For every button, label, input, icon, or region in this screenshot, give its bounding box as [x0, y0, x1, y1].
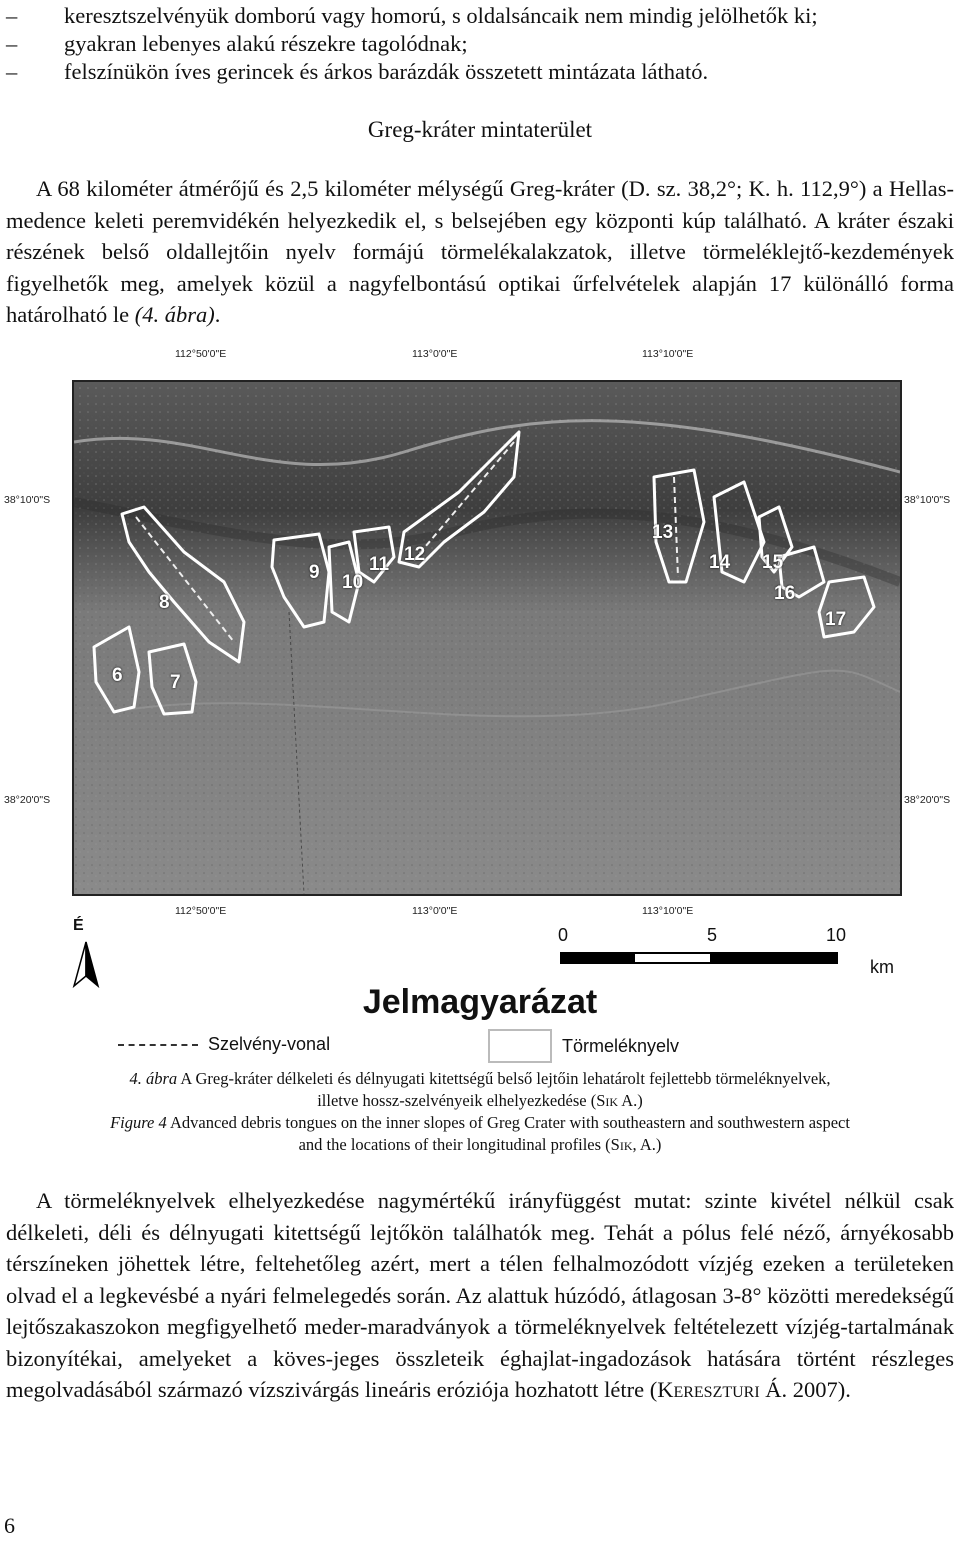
tongue-label-6: 6 [112, 665, 123, 686]
legend-title: Jelmagyarázat [362, 983, 598, 1021]
bullet-item [6, 30, 956, 58]
citation-rest: Á. 2007). [759, 1377, 851, 1402]
bullet-list [6, 2, 956, 86]
coord-bottom-1: 112°50'0"E [175, 905, 227, 917]
tongue-label-8: 8 [159, 592, 170, 613]
bullet-marker: – [6, 3, 18, 28]
bullet-item [6, 2, 956, 30]
coord-bottom-2: 113°0'0"E [412, 905, 458, 917]
caption-hu-line-1 [0, 1068, 960, 1090]
caption-hu-text: A Greg-kráter délkeleti és délnyugati kitettségű belső lejtőin lehatárolt fejlettebb törmeléknyelvek, [180, 1069, 831, 1088]
scale-label-5: 5 [707, 925, 718, 945]
page-number: 6 [4, 1513, 15, 1538]
tongue-label-9: 9 [309, 562, 320, 583]
bullet-text: felszínükön íves gerincek és árkos barázdák összetett mintázata látható. [64, 59, 709, 84]
coord-top-3: 113°10'0"E [642, 348, 694, 360]
figure-caption [0, 1068, 960, 1156]
caption-hu-end: A.) [618, 1091, 643, 1110]
tongue-label-10: 10 [342, 572, 364, 593]
paragraph-2-text: A törmeléknyelvek elhelyezkedése nagymértékű irányfüggést mutat: szinte kivétel nélkül csak délkeleti, déli és délnyugati kitettségű lejtőkön találhatók meg. Tehát a pólus felé néző, árnyékosabb térszíneken jöhettek létre, feltehetőleg azért, mert a télen felhalmozódott vízjég ezeken a területeken olvad el a legkevésbé a nyári felmelegedés során. Az alattuk húzódó, átlagosan 3-8° közötti meredekségű lejtőszakaszokon megfigyelhető meder-maradványok a törmeléknyelvek feltételezett vízjég-tartalmának bizonyítékai, amelyeket a köves-jeges összleteik éghajlat-ingadozások hatására történt részleges megolvadásából származó vízszivárgás lineáris eróziója hozhatott létre ( [6, 1188, 954, 1402]
caption-en-text: Advanced debris tongues on the inner slopes of Greg Crater with southeastern and southwestern aspect [169, 1113, 850, 1132]
coord-left-1: 38°10'0"S [4, 494, 51, 506]
section-title: Greg-kráter mintaterület [367, 117, 593, 142]
north-label: É [73, 917, 84, 934]
scale-unit: km [870, 957, 894, 977]
caption-hu-text: illetve hossz-szelvényeik elhelyezkedése ( [317, 1091, 597, 1110]
caption-hu-label: 4. ábra [129, 1069, 178, 1088]
tongue-label-14: 14 [709, 552, 731, 573]
scale-label-0: 0 [558, 925, 569, 945]
paragraph-1-text: A 68 kilométer átmérőjű és 2,5 kilométer mélységű Greg-kráter (D. sz. 38,2°; K. h. 112,9°) a Hellas-medence keleti peremvidékén helyezkedik el, s belsejében egy központi kúp található. A kráter északi részének belső oldallejtőin nyelv formájú törmelékalakzatok, illetve törmeléklejtő-kezdemények figyelhetők meg, amelyek közül a nagyfelbontású optikai űrfelvételek alapján 17 különálló forma határolható le [6, 176, 954, 327]
scale-bar [540, 925, 920, 985]
scale-bar-graphic [560, 951, 840, 967]
paragraph-2 [6, 1185, 954, 1406]
bullet-item [6, 58, 956, 86]
bullet-marker: – [6, 59, 18, 84]
figure-4 [0, 340, 960, 1065]
scale-label-10: 10 [826, 925, 847, 945]
legend-item-debris-tongue [488, 1029, 679, 1063]
satellite-image [72, 380, 902, 896]
tongue-label-13: 13 [652, 522, 674, 543]
coord-right-1: 38°10'0"S [904, 494, 951, 506]
crater-map-graphic [74, 382, 900, 894]
tongue-label-17: 17 [825, 609, 847, 630]
tongue-label-16: 16 [774, 583, 796, 604]
tongue-label-11: 11 [369, 554, 390, 575]
tongue-label-7: 7 [170, 672, 181, 693]
coord-right-2: 38°20'0"S [904, 794, 951, 806]
caption-author: Sik [610, 1135, 633, 1154]
coord-left-2: 38°20'0"S [4, 794, 51, 806]
tongue-label-12: 12 [404, 544, 426, 565]
citation-author: Kereszturi [657, 1377, 760, 1402]
paragraph-1 [6, 173, 954, 331]
bullet-text: gyakran lebenyes alakú részekre tagolódnak; [64, 31, 468, 56]
outline-box-swatch [488, 1029, 552, 1063]
caption-en-text: and the locations of their longitudinal profiles ( [298, 1135, 611, 1154]
coord-bottom-3: 113°10'0"E [642, 905, 694, 917]
tongue-label-15: 15 [762, 552, 784, 573]
caption-hu-line-2 [0, 1090, 960, 1112]
paragraph-1-end: . [214, 302, 221, 327]
dashed-line-swatch [118, 1044, 198, 1046]
figure-reference: (4. ábra) [134, 302, 215, 327]
caption-en-line-2 [0, 1134, 960, 1156]
caption-en-end: , A.) [632, 1135, 662, 1154]
legend-item-profile-line [118, 1034, 330, 1055]
coord-top-2: 113°0'0"E [412, 348, 458, 360]
legend-label: Szelvény-vonal [208, 1034, 331, 1054]
legend-label: Törmeléknyelv [562, 1035, 680, 1056]
bullet-text: keresztszelvényük domború vagy homorú, s oldalsáncaik nem mindig jelölhetők ki; [64, 3, 818, 28]
caption-en-label: Figure 4 [110, 1113, 167, 1132]
caption-author: Sik [596, 1091, 619, 1110]
coord-top-1: 112°50'0"E [175, 348, 227, 360]
caption-en-line-1 [0, 1112, 960, 1134]
bullet-marker: – [6, 31, 18, 56]
